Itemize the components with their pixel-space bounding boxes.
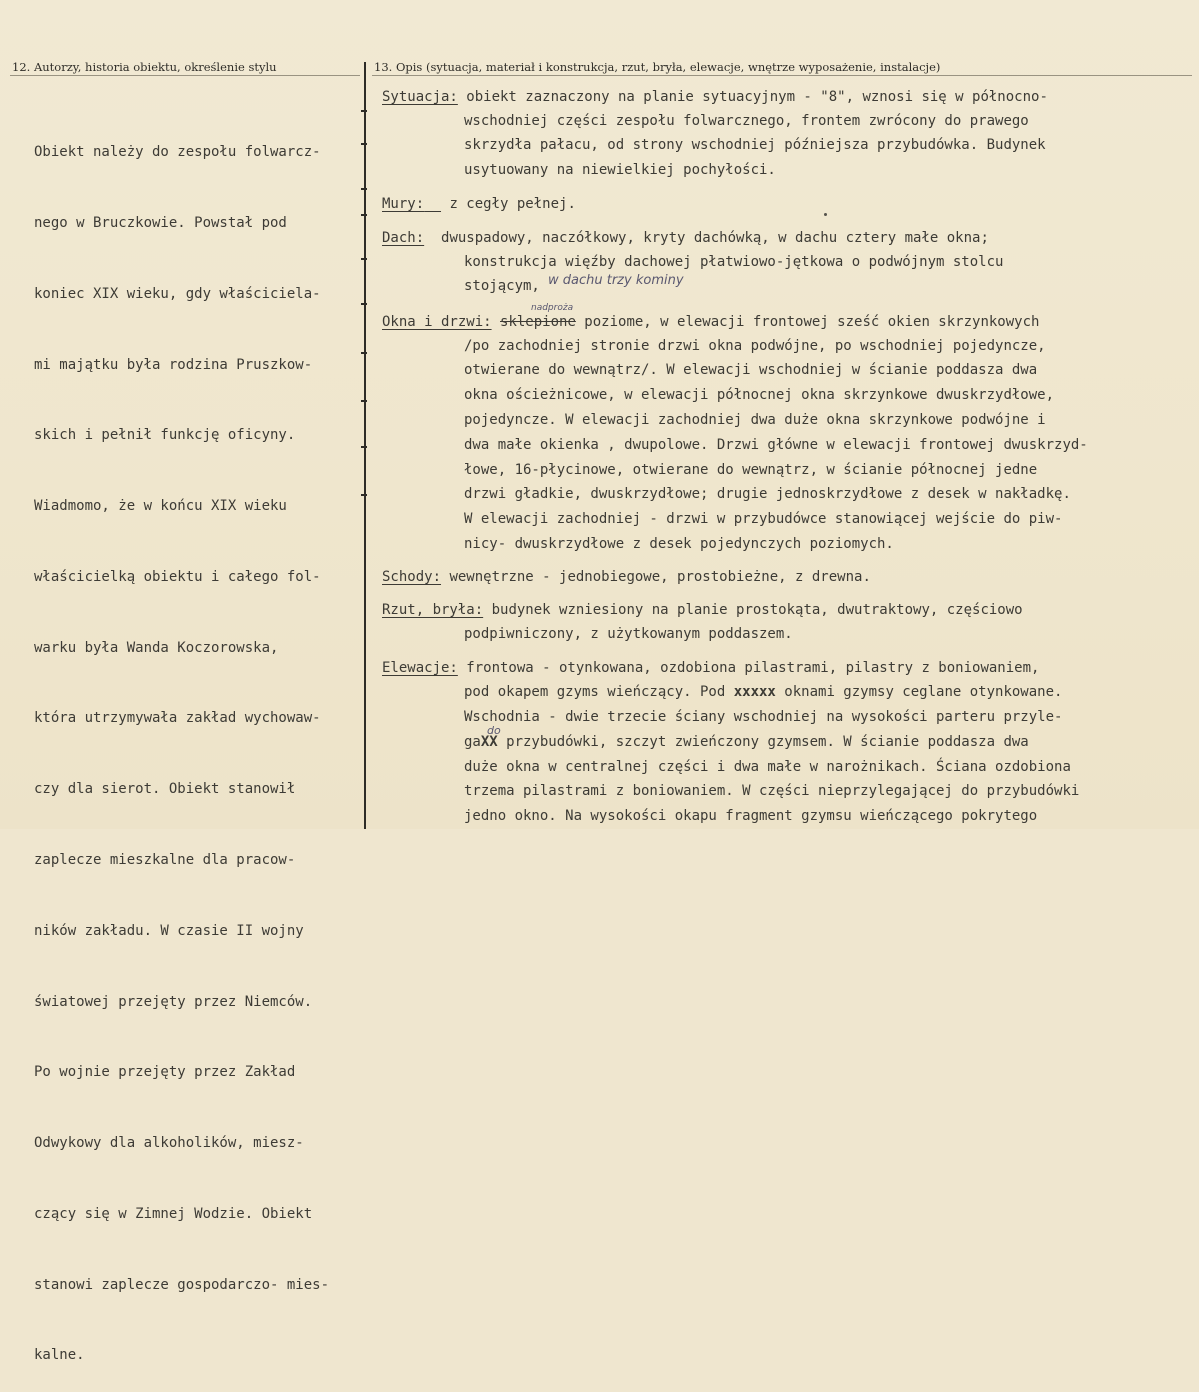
header-rule-left <box>10 75 360 76</box>
history-line: Odwykowy dla alkoholików, miesz- <box>34 1135 304 1152</box>
history-line: mi majątku była rodzina Pruszkow- <box>34 356 313 373</box>
history-line: kalne. <box>34 1347 85 1364</box>
okna-line: nicy- dwuskrzydłowe z desek pojedynczych poziomych. <box>464 536 894 552</box>
handwritten-correction-do: do <box>487 724 501 737</box>
section-12-header: 12. Autorzy, historia obiektu, określenie stylu <box>12 60 277 74</box>
elewacje-line: trzema pilastrami z boniowaniem. W części nieprzylegającej do przybudówki <box>464 783 1080 799</box>
okna-label: Okna i drzwi: <box>382 314 492 330</box>
handwritten-note-chimneys: w dachu trzy kominy <box>548 273 684 288</box>
divider-tick <box>361 303 367 305</box>
mury-line: Mury: z cegły pełnej. <box>382 196 576 212</box>
dach-line: stojącym, <box>464 278 540 294</box>
elewacje-line: jedno okno. Na wysokości okapu fragment gzymsu wieńczącego pokrytego <box>464 808 1038 824</box>
history-line: czy dla sierot. Obiekt stanowił <box>34 781 296 798</box>
elewacje-line: Wschodnia - dwie trzecie ściany wschodniej na wysokości parteru przyle- <box>464 709 1063 725</box>
history-line: światowej przejęty przez Niemców. <box>34 993 313 1010</box>
history-line: nego w Bruczkowie. Powstał pod <box>34 214 287 231</box>
dach-label: Dach: <box>382 230 425 246</box>
divider-tick <box>361 494 367 496</box>
history-line: Obiekt należy do zespołu folwarcz- <box>34 144 321 161</box>
schody-label: Schody: <box>382 569 442 585</box>
typed-over-word: xxxxx <box>733 684 776 700</box>
rzut-line: Rzut, bryła: budynek wzniesiony na planie prostokąta, dwutraktowy, częściowo <box>382 602 1023 618</box>
section-13-header: 13. Opis (sytuacja, materiał i konstrukcja, rzut, bryła, elewacje, wnętrze wyposażenie, instalacje) <box>374 60 941 74</box>
sytuacja-line: wschodniej części zespołu folwarcznego, frontem zwrócony do prawego <box>464 113 1029 129</box>
history-line: zaplecze mieszkalne dla pracow- <box>34 852 296 868</box>
elewacje-line: Elewacje: frontowa - otynkowana, ozdobiona pilastrami, pilastry z boniowaniem, <box>382 660 1040 676</box>
ink-dot <box>824 213 827 216</box>
history-line: stanowi zaplecze gospodarczo- mies- <box>34 1276 330 1293</box>
struck-word: sklepione <box>500 314 576 330</box>
okna-line: Okna i drzwi: sklepione poziome, w elewacji frontowej sześć okien skrzynkowych <box>382 314 1040 330</box>
elewacje-label: Elewacje: <box>382 660 458 676</box>
divider-tick <box>361 110 367 112</box>
history-line: Wiadmomo, że w końcu XIX wieku <box>34 498 287 515</box>
divider-tick <box>361 214 367 216</box>
okna-line: W elewacji zachodniej - drzwi w przybudówce stanowiącej wejście do piw- <box>464 511 1063 527</box>
history-text <box>34 94 329 1392</box>
handwritten-note-lintels: nadproża <box>531 303 574 313</box>
divider-tick <box>361 400 367 402</box>
typed-over-letters: XX <box>480 734 498 750</box>
okna-line: okna ościeżnicowe, w elewacji północnej okna skrzynkowe dwuskrzydłowe, <box>464 387 1055 403</box>
divider-tick <box>361 258 367 260</box>
history-line: skich i pełnił funkcję oficyny. <box>34 427 296 444</box>
divider-tick <box>361 352 367 354</box>
history-line: właścicielką obiektu i całego fol- <box>34 568 321 585</box>
history-line: która utrzymywała zakład wychowaw- <box>34 710 321 727</box>
history-line: ników zakładu. W czasie II wojny <box>34 922 304 939</box>
history-line: warku była Wanda Koczorowska, <box>34 639 279 656</box>
elewacje-line: duże okna w centralnej części i dwa małe w narożnikach. Ściana ozdobiona <box>464 759 1071 775</box>
okna-line: dwa małe okienka , dwupolowe. Drzwi główne w elewacji frontowej dwuskrzyd- <box>464 437 1088 453</box>
dach-line: Dach: dwuspadowy, naczółkowy, kryty dachówką, w dachu cztery małe okna; <box>382 230 989 246</box>
divider-tick <box>361 446 367 448</box>
history-line: koniec XIX wieku, gdy właściciela- <box>34 285 321 302</box>
okna-line: /po zachodniej stronie drzwi okna podwójne, po wschodniej pojedyncze, <box>464 338 1046 354</box>
okna-line: otwierane do wewnątrz/. W elewacji wschodniej w ścianie poddasza dwa <box>464 362 1038 378</box>
history-line: czący się w Zimnej Wodzie. Obiekt <box>34 1205 313 1222</box>
rzut-label: Rzut, bryła: <box>382 602 484 618</box>
okna-line: pojedyncze. W elewacji zachodniej dwa duże okna skrzynkowe podwójne i <box>464 412 1046 428</box>
sytuacja-line: Sytuacja: obiekt zaznaczony na planie sytuacyjnym - "8", wznosi się w północno- <box>382 89 1048 105</box>
schody-line: Schody: wewnętrzne - jednobiegowe, prostobieżne, z drewna. <box>382 569 871 585</box>
sytuacja-line: usytuowany na niewielkiej pochyłości. <box>464 162 776 178</box>
rzut-line: podpiwniczony, z użytkowanym poddaszem. <box>464 626 793 642</box>
divider-tick <box>361 143 367 145</box>
header-rule-right <box>372 75 1192 76</box>
elewacje-line: pod okapem gzyms wieńczący. Pod xxxxx oknami gzymsy ceglane otynkowane. <box>464 684 1063 700</box>
okna-line: łowe, 16-płycinowe, otwierane do wewnątrz, w ścianie północnej jedne <box>464 462 1038 478</box>
okna-line: drzwi gładkie, dwuskrzydłowe; drugie jednoskrzydłowe z desek w nakładkę. <box>464 486 1071 502</box>
divider-tick <box>361 188 367 190</box>
history-line: Po wojnie przejęty przez Zakład <box>34 1064 296 1081</box>
dach-line: konstrukcja więźby dachowej płatwiowo-jętkowa o podwójnym stolcu <box>464 254 1004 270</box>
mury-label: Mury: <box>382 196 425 212</box>
sytuacja-line: skrzydła pałacu, od strony wschodniej późniejsza przybudówka. Budynek <box>464 137 1046 153</box>
sytuacja-label: Sytuacja: <box>382 89 458 105</box>
elewacje-line: gaXX przybudówki, szczyt zwieńczony gzymsem. W ścianie poddasza dwa <box>464 734 1029 750</box>
